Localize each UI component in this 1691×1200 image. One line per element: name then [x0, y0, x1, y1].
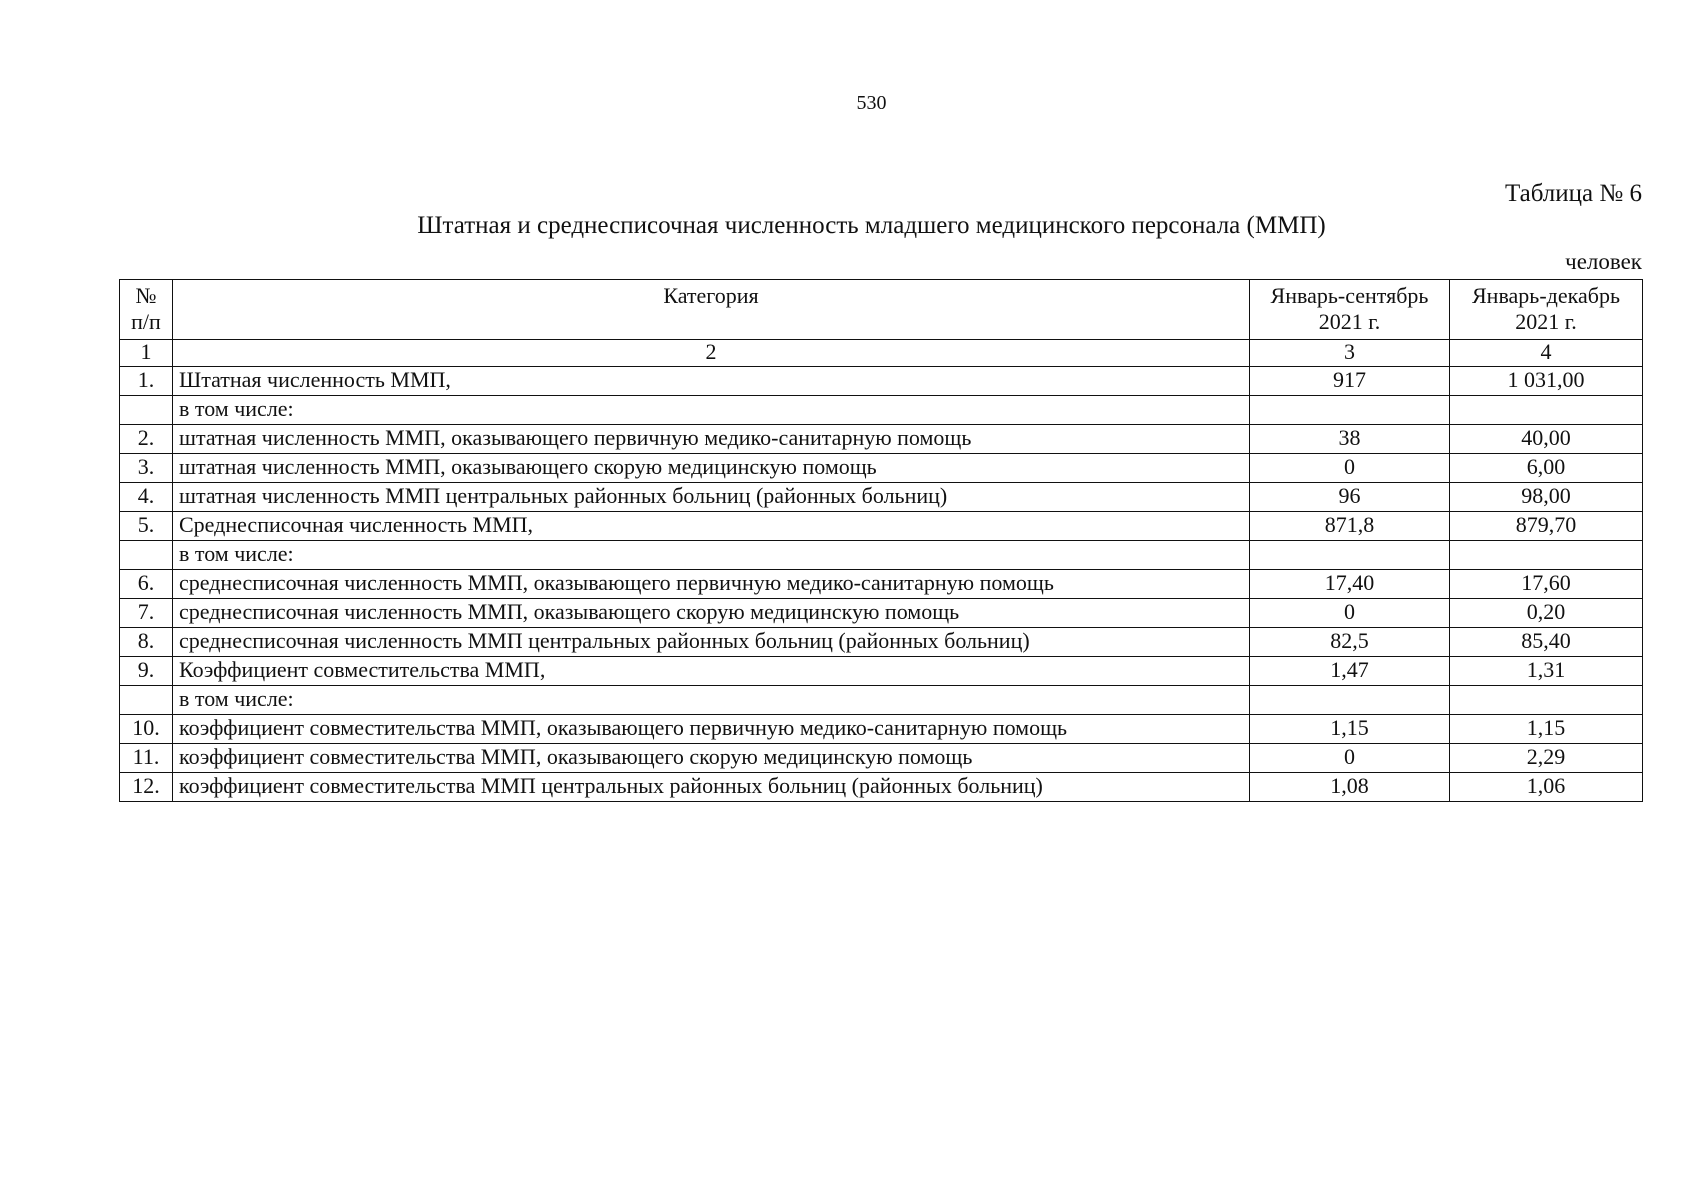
row-number-cell: 9. — [120, 657, 173, 686]
table-row — [120, 715, 1643, 744]
units-label: человек — [1565, 249, 1642, 274]
row-jan-sep-value: 1,47 — [1250, 657, 1450, 686]
row-jan-dec-value: 2,29 — [1450, 744, 1643, 773]
row-jan-dec-value: 85,40 — [1450, 628, 1643, 657]
document-title: Штатная и среднесписочная численность младшего медицинского персонала (ММП) — [417, 212, 1326, 239]
row-category-cell: в том числе: — [173, 541, 1250, 570]
row-jan-dec-value: 98,00 — [1450, 483, 1643, 512]
row-jan-sep-value: 1,08 — [1250, 773, 1450, 802]
row-category-cell: среднесписочная численность ММП, оказывающего скорую медицинскую помощь — [173, 599, 1250, 628]
row-jan-sep-value — [1250, 686, 1450, 715]
column-index-2: 2 — [173, 340, 1250, 367]
row-jan-dec-value — [1450, 686, 1643, 715]
header-number — [120, 280, 173, 340]
table-row — [120, 367, 1643, 396]
table-row — [120, 512, 1643, 541]
table-row — [120, 628, 1643, 657]
row-number-cell: 1. — [120, 367, 173, 396]
row-jan-sep-value: 917 — [1250, 367, 1450, 396]
row-number-cell: 2. — [120, 425, 173, 454]
table-row — [120, 425, 1643, 454]
row-category-cell: в том числе: — [173, 396, 1250, 425]
row-number-cell: 5. — [120, 512, 173, 541]
row-jan-sep-value: 38 — [1250, 425, 1450, 454]
row-jan-sep-value: 0 — [1250, 454, 1450, 483]
table-header-row — [120, 280, 1643, 340]
row-jan-sep-value: 871,8 — [1250, 512, 1450, 541]
column-index-3: 3 — [1250, 340, 1450, 367]
page-number: 530 — [856, 92, 887, 114]
header-number-line2: п/п — [131, 308, 161, 334]
row-number-cell: 4. — [120, 483, 173, 512]
staffing-table — [119, 279, 1643, 802]
row-jan-sep-value: 0 — [1250, 599, 1450, 628]
row-jan-dec-value — [1450, 396, 1643, 425]
row-jan-dec-value: 1 031,00 — [1450, 367, 1643, 396]
table-row — [120, 686, 1643, 715]
row-jan-sep-value: 82,5 — [1250, 628, 1450, 657]
table-row — [120, 454, 1643, 483]
row-number-cell — [120, 396, 173, 425]
column-index-row — [120, 340, 1643, 367]
row-jan-dec-value: 0,20 — [1450, 599, 1643, 628]
header-period-jan-sep-line2: 2021 г. — [1318, 308, 1381, 334]
table-row — [120, 396, 1643, 425]
row-number-cell: 10. — [120, 715, 173, 744]
row-category-cell: среднесписочная численность ММП, оказывающего первичную медико-санитарную помощь — [173, 570, 1250, 599]
row-jan-sep-value — [1250, 541, 1450, 570]
row-category-cell: Коэффициент совместительства ММП, — [173, 657, 1250, 686]
table-row — [120, 541, 1643, 570]
row-number-cell — [120, 541, 173, 570]
row-number-cell: 8. — [120, 628, 173, 657]
row-number-cell: 7. — [120, 599, 173, 628]
header-period-jan-dec-line1: Январь-декабрь — [1472, 283, 1620, 308]
header-category: Категория — [173, 280, 1250, 340]
header-number-line1: № — [135, 283, 157, 308]
table-row — [120, 773, 1643, 802]
row-jan-dec-value: 40,00 — [1450, 425, 1643, 454]
header-period-jan-sep-line1: Январь-сентябрь — [1270, 283, 1429, 308]
row-jan-dec-value: 1,15 — [1450, 715, 1643, 744]
row-jan-sep-value: 1,15 — [1250, 715, 1450, 744]
row-category-cell: среднесписочная численность ММП центральных районных больниц (районных больниц) — [173, 628, 1250, 657]
row-category-cell: Среднесписочная численность ММП, — [173, 512, 1250, 541]
row-number-cell — [120, 686, 173, 715]
row-category-cell: Штатная численность ММП, — [173, 367, 1250, 396]
row-category-cell: штатная численность ММП центральных районных больниц (районных больниц) — [173, 483, 1250, 512]
table-row — [120, 744, 1643, 773]
table-row — [120, 483, 1643, 512]
row-category-cell: штатная численность ММП, оказывающего первичную медико-санитарную помощь — [173, 425, 1250, 454]
header-period-jan-dec — [1450, 280, 1643, 340]
row-jan-sep-value: 17,40 — [1250, 570, 1450, 599]
row-number-cell: 6. — [120, 570, 173, 599]
row-jan-dec-value — [1450, 541, 1643, 570]
row-jan-dec-value: 17,60 — [1450, 570, 1643, 599]
row-jan-sep-value — [1250, 396, 1450, 425]
row-jan-sep-value: 96 — [1250, 483, 1450, 512]
header-period-jan-dec-line2: 2021 г. — [1515, 308, 1577, 334]
table-row — [120, 657, 1643, 686]
table-body — [120, 367, 1643, 802]
row-number-cell: 3. — [120, 454, 173, 483]
column-index-1: 1 — [120, 340, 173, 367]
row-jan-dec-value: 1,06 — [1450, 773, 1643, 802]
row-jan-dec-value: 879,70 — [1450, 512, 1643, 541]
row-category-cell: в том числе: — [173, 686, 1250, 715]
row-number-cell: 12. — [120, 773, 173, 802]
row-jan-dec-value: 6,00 — [1450, 454, 1643, 483]
row-category-cell: коэффициент совместительства ММП, оказывающего скорую медицинскую помощь — [173, 744, 1250, 773]
row-jan-sep-value: 0 — [1250, 744, 1450, 773]
row-number-cell: 11. — [120, 744, 173, 773]
column-index-4: 4 — [1450, 340, 1643, 367]
header-period-jan-sep — [1250, 280, 1450, 340]
row-jan-dec-value: 1,31 — [1450, 657, 1643, 686]
row-category-cell: коэффициент совместительства ММП, оказывающего первичную медико-санитарную помощь — [173, 715, 1250, 744]
row-category-cell: штатная численность ММП, оказывающего скорую медицинскую помощь — [173, 454, 1250, 483]
table-row — [120, 599, 1643, 628]
table-row — [120, 570, 1643, 599]
row-category-cell: коэффициент совместительства ММП центральных районных больниц (районных больниц) — [173, 773, 1250, 802]
table-label: Таблица № 6 — [1504, 180, 1642, 207]
